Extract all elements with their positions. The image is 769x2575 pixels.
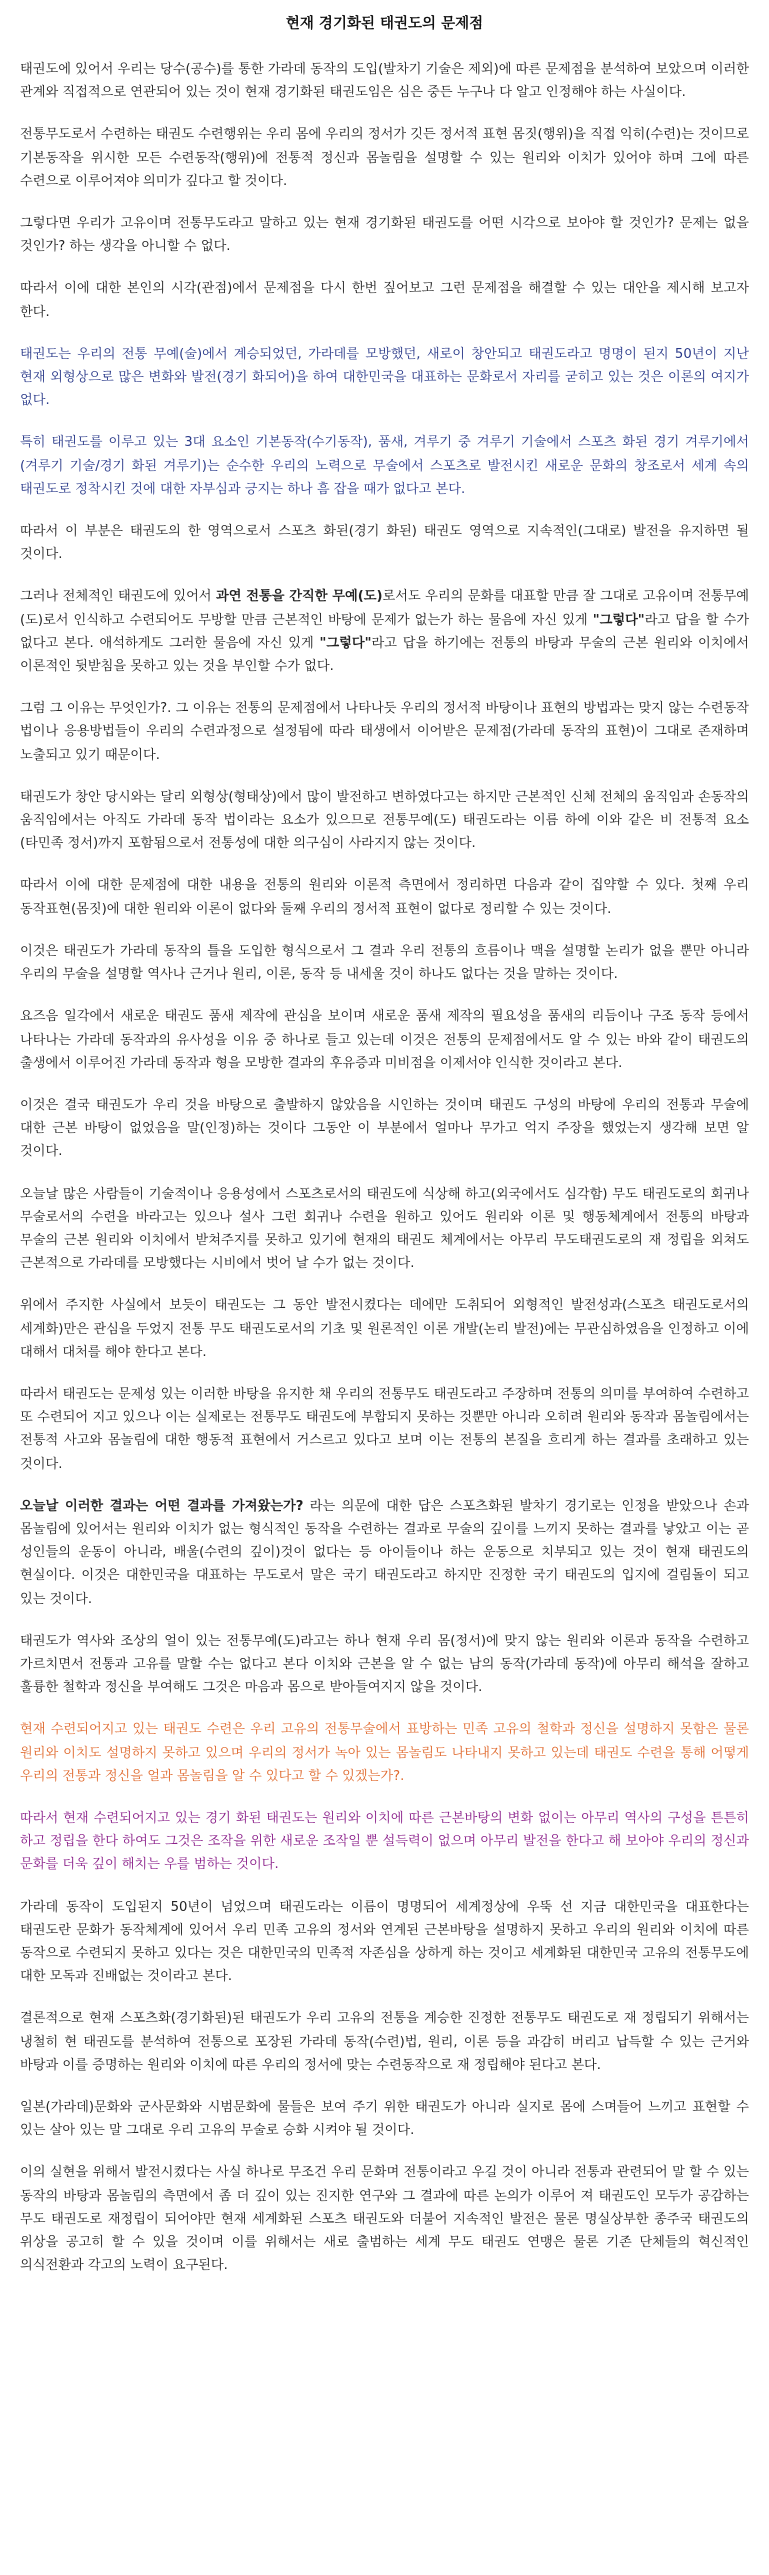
paragraph-text: 따라서 이 부분은 태권도의 한 영역으로서 스포츠 화된(경기 화된) 태권도 영역으로 지속적인(그대로) 발전을 유지하면 될 것이다. [20, 524, 749, 563]
body-paragraph [20, 1383, 749, 1476]
body-paragraph [20, 1495, 749, 1611]
body-paragraph [20, 786, 749, 856]
paragraph-text: 이것은 태권도가 가라데 동작의 틀을 도입한 형식으로서 그 결과 우리 전통의 흐름이나 맥을 설명할 논리가 없을 뿐만 아니라 우리의 무술을 설명할 역사나 근거나 원리, 이론, 동작 등 내세울 것이 하나도 없다는 것을 말하는 것이다. [20, 943, 749, 983]
paragraph-text: 오늘날 많은 사람들이 기술적이나 응용성에서 스포츠로서의 태권도에 식상해 하고(외국에서도 심각함) 무도 태권도로의 회귀나 무술로서의 수련을 바라고는 있으나 설사 그런 회귀나 수련을 원하고 있어도 원리와 이론 및 행동체계에서 전통의 바탕과 무술의 근본 원리와 이치에서 받쳐주지를 못하고 있기에 현재의 태권도 체계에서는 아무리 무도태권도로의 재 정립을 외쳐도 근본적으로 가라데를 모방했다는 시비에서 벗어 날 수가 없는 것이다. [20, 1186, 749, 1272]
paragraph-text: 이것은 결국 태권도가 우리 것을 바탕으로 출발하지 않았음을 시인하는 것이며 태권도 구성의 바탕에 우리의 전통과 무술에 대한 근본 바탕이 없었음을 말(인정)하는 것이다 그동안 이 부분에서 얼마나 무가고 억지 주장을 했었는지 생각해 보면 알 것이다. [20, 1097, 749, 1160]
body-paragraph [20, 1630, 749, 1700]
body-paragraph [20, 697, 749, 767]
body-paragraph [20, 940, 749, 986]
body-paragraph [20, 2096, 749, 2142]
paragraph-text: 로서도 우리의 문화를 대표할 만큼 잘 그대로 고유이며 전통무예(도)로서 인식하고 수련되어도 무방할 만큼 근본적인 바탕에 문제가 없는가 하는 물음에 자신 있게 [20, 589, 749, 628]
paragraph-text: 결론적으로 현재 스포츠화(경기화된)된 태권도가 우리 고유의 전통을 계승한 진정한 전통무도 태권도로 재 정립되기 위해서는 냉철히 현 태권도를 분석하여 전통으로 포장된 가라데 동작(수련)법, 원리, 이론 등을 과감히 버리고 납득할 수 있는 근거와 바탕과 이를 증명하는 원리와 이치에 따른 우리의 정서에 맞는 수련동작으로 재 정립해야 된다고 본다. [20, 2011, 749, 2073]
paragraph-text: 라고 답을 하기에는 전통의 바탕과 무술의 근본 원리와 이치에서 이론적인 뒷받침을 못하고 있는 것을 부인할 수가 없다. [20, 635, 749, 675]
emphasized-text: 오늘날 이러한 결과는 어떤 결과를 가져왔는가? [20, 1498, 304, 1514]
paragraph-text: 요즈음 일각에서 새로운 태권도 품새 제작에 관심을 보이며 새로운 품새 제작의 필요성을 품새의 리듬이나 구조 동작 등에서 나타나는 가라데 동작과의 유사성을 이유 중 하나로 들고 있는데 이것은 전통의 문제점에서도 알 수 있는 바와 같이 태권도의 출생에서 이루어진 가라데 동작과 형을 모방한 결과의 후유증과 미비점을 이제서야 인식한 것이라고 본다. [20, 1009, 749, 1071]
body-paragraph [20, 1005, 749, 1075]
body-paragraph [20, 874, 749, 920]
paragraph-text: 태권도는 우리의 전통 무예(술)에서 계승되었던, 가라데를 모방했던, 새로이 창안되고 태권도라고 명명이 된지 50년이 지난 현재 외형상으로 많은 변화와 발전(경기 화되어)을 하여 대한민국을 대표하는 문화로서 자리를 굳히고 있는 것은 이론의 여지가 없다. [20, 346, 749, 409]
document-title: 현재 경기화된 태권도의 문제점 [285, 16, 484, 32]
paragraph-text: 라는 의문에 대한 답은 스포츠화된 발차기 경기로는 인정을 받았으나 손과 몸놀림에 있어서는 원리와 이치가 없는 형식적인 동작을 수련하는 결과로 무술의 깊이를 느끼지 못하는 결과를 낳았고 이는 곧 성인들의 운동이 아니라, 배울(수련의 깊이)것이 없다는 등 아이들이나 하는 운동으로 치부되고 있는 것이 현재 태권도의 현실이다. 이것은 대한민국을 대표하는 무도로서 말은 국기 태권도라고 하지만 진정한 국기 태권도의 입지에 걸림돌이 되고 있는 것이다. [20, 1498, 749, 1607]
paragraph-text: 따라서 태권도는 문제성 있는 이러한 바탕을 유지한 채 우리의 전통무도 태권도라고 주장하며 전통의 의미를 부여하여 수련하고 또 수련되어 지고 있으나 이는 실제로는 전통무도 태권도에 부합되지 못하는 것뿐만 아니라 오히려 원리와 동작과 몸놀림에서는 전통적 사고와 몸놀림에 대한 행동적 표현에서 거스르고 있다고 보며 이는 전통의 본질을 흐리게 하는 결과를 초래하고 있는 것이다. [20, 1386, 749, 1472]
paragraph-text: 현재 수련되어지고 있는 태권도 수련은 우리 고유의 전통무술에서 표방하는 민족 고유의 철학과 정신을 설명하지 못함은 물론 원리와 이치도 설명하지 못하고 있으며 우리의 정서가 녹아 있는 몸놀림도 나타내지 못하고 있는데 태권도 수련을 통해 어떻게 우리의 전통과 정신을 얼과 몸놀림을 알 수 있다고 할 수 있겠는가?. [20, 1722, 749, 1784]
body-paragraph [20, 2161, 749, 2277]
paragraph-text: 그러나 전체적인 태권도에 있어서 [20, 589, 216, 605]
body-paragraph [20, 1094, 749, 1164]
body-paragraph [20, 1807, 749, 1877]
paragraph-text: 따라서 이에 대한 본인의 시각(관점)에서 문제점을 다시 한번 짚어보고 그런 문제점을 해결할 수 있는 대안을 제시해 보고자 한다. [20, 281, 749, 320]
body-paragraph [20, 1183, 749, 1276]
body-paragraph [20, 277, 749, 323]
paragraph-text: 위에서 주지한 사실에서 보듯이 태권도는 그 동안 발전시켰다는 데에만 도취되어 외형적인 발전성과(스포츠 태권도로서의 세계화)만은 관심을 두었지 전통 무도 태권도로서의 기초 및 원론적인 이론 개발(논리 발전)에는 무관심하였음을 인정하고 이에 대해서 대처를 해야 한다고 본다. [20, 1298, 749, 1360]
body-paragraph [20, 123, 749, 193]
body-paragraph [20, 212, 749, 258]
paragraph-text: 특히 태권도를 이루고 있는 3대 요소인 기본동작(수기동작), 품새, 겨루기 중 겨루기 기술에서 스포츠 화된 경기 겨루기에서(겨루기 기술/경기 화된 겨루기)는 순수한 우리의 노력으로 무술에서 스포츠로 발전시킨 새로운 문화의 창조로서 세계 속의 태권도로 정착시킨 것에 대한 자부심과 긍지는 하나 흠 잡을 때가 없다고 본다. [20, 435, 749, 497]
paragraph-text: 이의 실현을 위해서 발전시켰다는 사실 하나로 무조건 우리 문화며 전통이라고 우길 것이 아니라 전통과 관련되어 말 할 수 있는 동작의 바탕과 몸놀림의 측면에서 좀 더 깊이 있는 진지한 연구와 그 결과에 따른 논의가 이루어 져 태권도인 모두가 공감하는 무도 태권도로 재정립이 되어야만 현재 세계화된 스포츠 태권도와 더불어 지속적인 발전은 물론 명실상부한 종주국 태권도의 위상을 공고히 할 수 있을 것이며 이를 위해서는 새로 출범하는 세계 무도 태권도 연맹은 물론 기존 단체들의 혁신적인 의식전환과 각고의 노력이 요구된다. [20, 2165, 749, 2274]
body-paragraph [20, 585, 749, 678]
paragraph-text: 가라데 동작이 도입된지 50년이 넘었으며 태권도라는 이름이 명명되어 세계정상에 우뚝 선 지금 대한민국을 대표한다는 태권도란 문화가 동작체계에 있어서 우리 민족 고유의 정서와 연계된 근본바탕을 설명하지 못하고 우리의 원리와 이치에 따른 동작으로 수련되지 못하고 있다는 것은 대한민국의 민족적 자존심을 상하게 하는 것이고 세계화된 대한민국 고유의 전통무도에 대한 모독과 진배없는 것이라고 본다. [20, 1899, 749, 1985]
paragraph-text: 태권도에 있어서 우리는 당수(공수)를 통한 가라데 동작의 도입(발차기 기술은 제외)에 따른 문제점을 분석하여 보았으며 이러한 관계와 직접적으로 연관되어 있는 것이 현재 경기화된 태권도임은 심은 중든 누구나 다 알고 인정해야 하는 사실이다. [20, 62, 749, 101]
paragraph-text: 일본(가라데)문화와 군사문화와 시범문화에 물들은 보여 주기 위한 태권도가 아니라 실지로 몸에 스며들어 느끼고 표현할 수 있는 살아 있는 말 그대로 우리 고유의 무술로 승화 시켜야 될 것이다. [20, 2100, 749, 2139]
body-paragraph [20, 1896, 749, 1989]
emphasized-text: "그렇다" [592, 612, 645, 628]
paragraph-text: 라고 답을 할 수가 없다고 본다. 애석하게도 그러한 물음에 자신 있게 [20, 612, 750, 651]
body-paragraph [20, 2007, 749, 2077]
body-paragraph [20, 1718, 749, 1788]
body-paragraph [20, 58, 749, 104]
paragraph-text: 따라서 현재 수련되어지고 있는 경기 화된 태권도는 원리와 이치에 따른 근본바탕의 변화 없이는 아무리 역사의 구성을 튼튼히 하고 정립을 한다 하여도 그것은 조작을 위한 새로운 조작일 뿐 설득력이 없으며 아무리 발전을 한다고 해 보아야 우리의 정신과 문화를 더욱 깊이 해치는 우를 범하는 것이다. [20, 1810, 749, 1873]
paragraph-text: 태권도가 창안 당시와는 달리 외형상(형태상)에서 많이 발전하고 변하였다고는 하지만 근본적인 신체 전체의 움직임과 손동작의 움직임에서는 아직도 가라데 동작 법이라는 요소가 있으므로 전통무예(도) 태권도라는 이름 하에 이와 같은 비 전통적 요소(타민족 정서)까지 포함됨으로서 전통성에 대한 의구심이 사라지지 않는 것이다. [20, 789, 749, 852]
body-paragraph [20, 431, 749, 501]
body-paragraph [20, 343, 749, 413]
paragraph-text: 전통무도로서 수련하는 태권도 수련행위는 우리 몸에 우리의 정서가 깃든 정서적 표현 몸짓(행위)을 직접 익히(수련)는 것이므로 기본동작을 위시한 모든 수련동작(행위)에 전통적 정신과 몸놀림을 설명할 수 있는 원리와 이치가 있어야 하며 그에 따른 수련으로 이루어져야 의미가 깊다고 할 것이다. [20, 127, 749, 189]
paragraph-text: 태권도가 역사와 조상의 얼이 있는 전통무예(도)라고는 하나 현재 우리 몸(정서)에 맞지 않는 원리와 이론과 동작을 수련하고 가르치면서 전통과 고유를 말할 수는 없다고 본다 이치와 근본을 알 수 없는 남의 동작(가라데 동작)에 아무리 해석을 잘하고 훌륭한 철학과 정신을 부여해도 그것은 마음과 몸으로 받아들여지지 않을 것이다. [20, 1633, 749, 1696]
emphasized-text: 과연 전통을 간직한 무예(도) [215, 589, 383, 605]
paragraph-text: 그럼 그 이유는 무엇인가?. 그 이유는 전통의 문제점에서 나타나듯 우리의 정서적 바탕이나 표현의 방법과는 맞지 않는 수련동작 법이나 응용방법들이 우리의 수련과정으로 설정됨에 따라 태생에서 이어받은 문제점(가라데 동작의 표현)이 그대로 존재하며 노출되고 있기 때문이다. [20, 701, 749, 763]
paragraph-text: 따라서 이에 대한 문제점에 대한 내용을 전통의 원리와 이론적 측면에서 정리하면 다음과 같이 집약할 수 있다. 첫째 우리 동작표현(몸짓)에 대한 원리와 이론이 없다와 둘째 우리의 정서적 표현이 없다로 정리할 수 있는 것이다. [20, 878, 749, 917]
paragraph-text: 그렇다면 우리가 고유이며 전통무도라고 말하고 있는 현재 경기화된 태권도를 어떤 시각으로 보아야 할 것인가? 문제는 없을 것인가? 하는 생각을 아니할 수 없다. [20, 216, 749, 255]
body-paragraph [20, 1294, 749, 1364]
document-body [20, 58, 749, 2277]
body-paragraph [20, 520, 749, 566]
emphasized-text: "그렇다" [319, 635, 372, 651]
